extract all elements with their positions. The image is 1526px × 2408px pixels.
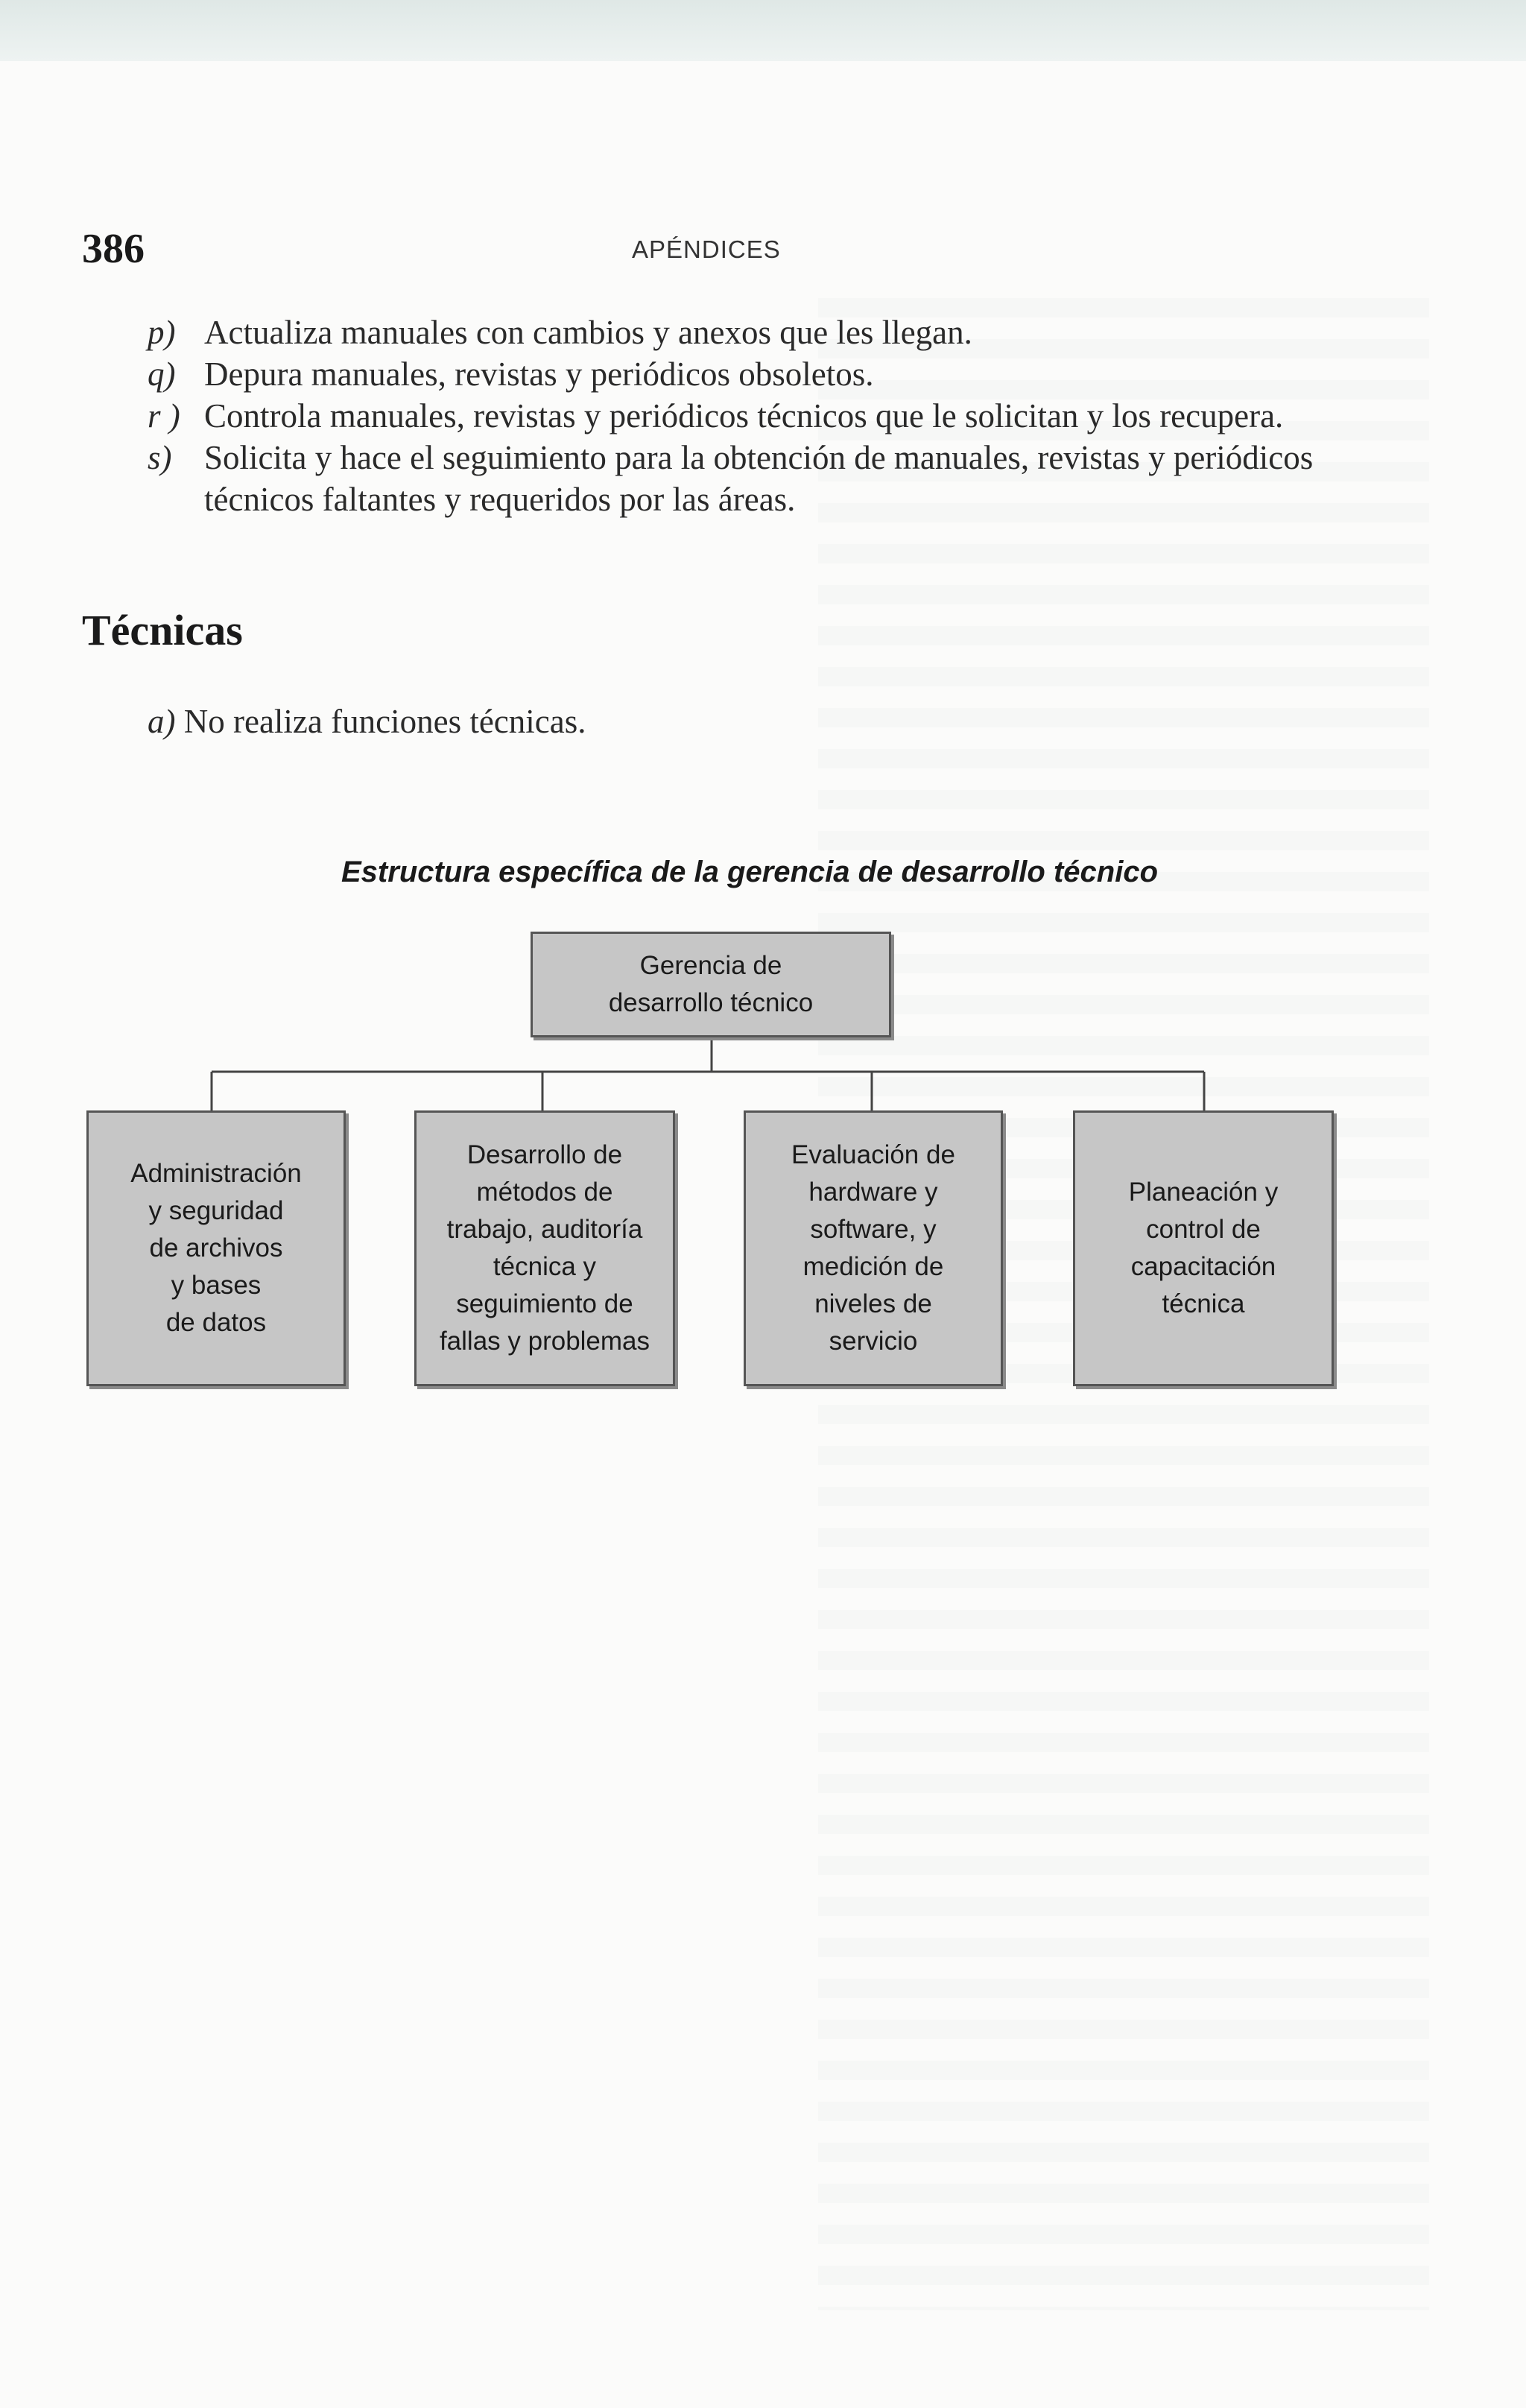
org-chart-title: Estructura específica de la gerencia de desarrollo técnico <box>341 856 1158 888</box>
list-marker: s) <box>148 439 172 476</box>
org-node-desarrollo-metodos: Desarrollo de métodos de trabajo, auditoría técnica y seguimiento de fallas y problemas <box>414 1110 675 1386</box>
list-text: Controla manuales, revistas y periódicos técnicos que le solicitan y los recupera. <box>204 397 1284 434</box>
org-node-evaluacion-hardware: Evaluación de hardware y software, y medición de niveles de servicio <box>744 1110 1003 1386</box>
list-text: Depura manuales, revistas y periódicos obsoletos. <box>204 355 874 393</box>
page-number: 386 <box>82 226 145 272</box>
list-marker: q) <box>148 355 176 393</box>
running-head: APÉNDICES <box>632 236 781 263</box>
list-marker: a) <box>148 703 176 740</box>
list-text: Solicita y hace el seguimiento para la obtención de manuales, revistas y periódicos técnicos faltantes y requeridos por las áreas. <box>204 439 1314 518</box>
section-heading: Técnicas <box>82 606 243 654</box>
list-marker: r ) <box>148 397 180 434</box>
list-text: No realiza funciones técnicas. <box>183 703 586 740</box>
org-node-planeacion-capacitacion: Planeación y control de capacitación técnica <box>1073 1110 1334 1386</box>
org-node-admin-seguridad: Administración y seguridad de archivos y bases de datos <box>86 1110 346 1386</box>
list-marker: p) <box>148 314 176 351</box>
org-node-root: Gerencia de desarrollo técnico <box>531 932 891 1037</box>
list-text: Actualiza manuales con cambios y anexos que les llegan. <box>204 314 972 351</box>
